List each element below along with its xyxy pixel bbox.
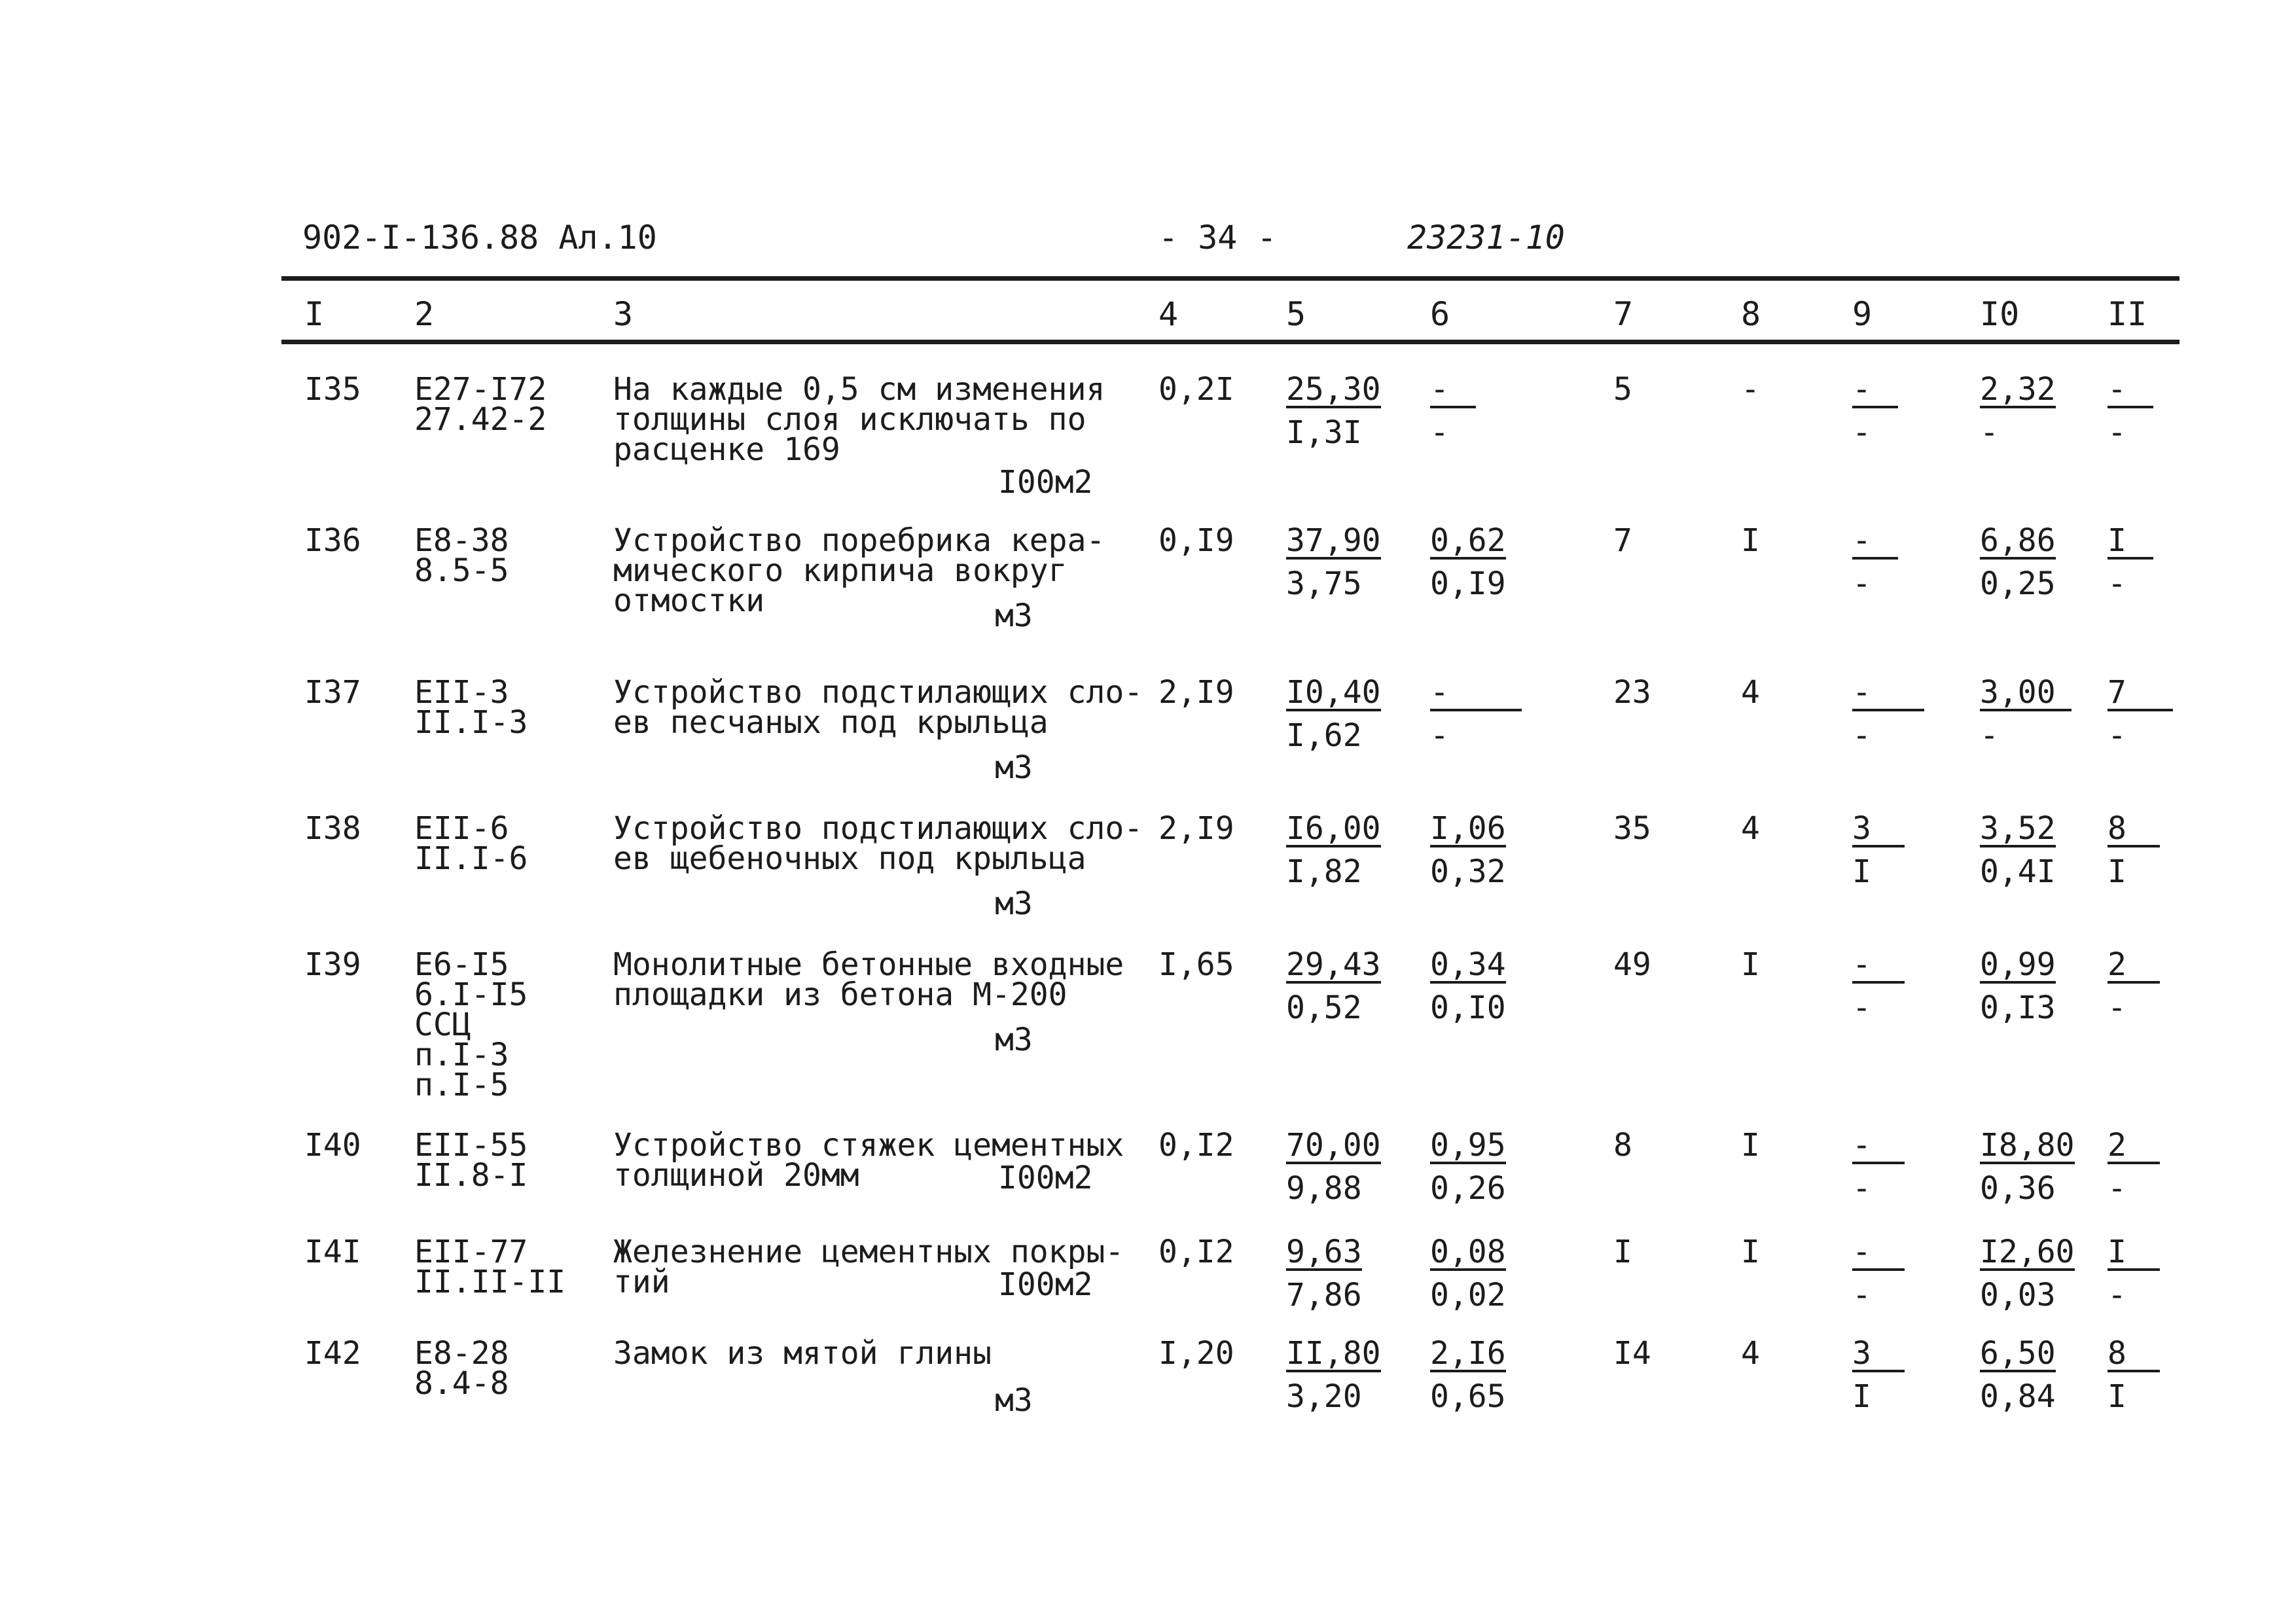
norm-code: ЕII-3 II.I-3 bbox=[414, 674, 528, 741]
fraction-numerator: 3 bbox=[1852, 1338, 1905, 1372]
column-number: 5 bbox=[1286, 295, 1306, 333]
fraction-denominator: 0,26 bbox=[1430, 1170, 1506, 1207]
fraction-col-6 bbox=[1430, 674, 1522, 754]
fraction-denominator: 3,75 bbox=[1286, 565, 1362, 602]
fraction-denominator: I,3I bbox=[1286, 414, 1362, 451]
fraction-numerator: 25,30 bbox=[1286, 371, 1381, 408]
page-number: - 34 - bbox=[1158, 219, 1277, 257]
fraction-numerator: 37,90 bbox=[1286, 522, 1381, 559]
quantity: 0,2I bbox=[1158, 371, 1234, 408]
fraction-col-6 bbox=[1430, 810, 1506, 890]
fraction-numerator: 2 bbox=[2108, 1130, 2160, 1164]
fraction-numerator: 0,95 bbox=[1430, 1127, 1506, 1164]
norm-code: Е8-28 8.4-8 bbox=[414, 1335, 509, 1402]
quantity: I,20 bbox=[1158, 1335, 1234, 1372]
fraction-numerator: - bbox=[1430, 374, 1476, 408]
fraction-col-9 bbox=[1852, 522, 1898, 602]
fraction-denominator: 0,03 bbox=[1980, 1277, 2056, 1313]
fraction-col-11 bbox=[2108, 674, 2173, 754]
fraction-denominator: I bbox=[2108, 1378, 2126, 1415]
unit-of-measure: м3 bbox=[995, 597, 1033, 634]
fraction-denominator: I,62 bbox=[1286, 717, 1362, 754]
row-number: I4I bbox=[304, 1234, 361, 1270]
col-8-value: I bbox=[1741, 1127, 1760, 1164]
quantity: 0,I2 bbox=[1158, 1234, 1234, 1270]
fraction-denominator: - bbox=[2108, 717, 2126, 754]
column-number: I bbox=[304, 295, 325, 333]
work-description: Устройство подстилающих сло- ев щебеночных под крыльца bbox=[613, 810, 1143, 877]
row-number: I36 bbox=[304, 522, 361, 559]
table-top-rule bbox=[281, 276, 2179, 281]
fraction-denominator: - bbox=[2108, 990, 2126, 1026]
norm-code: ЕII-6 II.I-6 bbox=[414, 810, 528, 877]
fraction-col-6 bbox=[1430, 1234, 1506, 1313]
work-description: Устройство подстилающих сло- ев песчаных под крыльца bbox=[613, 674, 1143, 741]
fraction-col-9 bbox=[1852, 371, 1898, 451]
fraction-col-10 bbox=[1980, 1335, 2056, 1415]
fraction-col-5 bbox=[1286, 1335, 1381, 1415]
fraction-col-9 bbox=[1852, 1127, 1905, 1207]
fraction-numerator: 8 bbox=[2108, 813, 2160, 847]
fraction-numerator: I0,40 bbox=[1286, 674, 1381, 711]
fraction-denominator: - bbox=[1852, 414, 1871, 451]
fraction-denominator: - bbox=[2108, 1170, 2126, 1207]
fraction-col-9 bbox=[1852, 810, 1905, 890]
sheet-code: 23231-10 bbox=[1407, 219, 1565, 257]
document-code: 902-I-136.88 Ал.10 bbox=[302, 219, 657, 257]
col-7-value: 5 bbox=[1613, 371, 1632, 408]
fraction-denominator: 0,I9 bbox=[1430, 565, 1506, 602]
fraction-col-5 bbox=[1286, 674, 1381, 754]
col-7-value: 8 bbox=[1613, 1127, 1632, 1164]
fraction-denominator: - bbox=[2108, 414, 2126, 451]
fraction-denominator: - bbox=[1852, 990, 1871, 1026]
fraction-col-10 bbox=[1980, 946, 2056, 1026]
norm-code: Е8-38 8.5-5 bbox=[414, 522, 509, 589]
unit-of-measure: м3 bbox=[995, 749, 1033, 786]
fraction-col-10 bbox=[1980, 1127, 2075, 1207]
row-number: I40 bbox=[304, 1127, 361, 1164]
col-7-value: I bbox=[1613, 1234, 1632, 1270]
quantity: 0,I2 bbox=[1158, 1127, 1234, 1164]
unit-of-measure: I00м2 bbox=[998, 1266, 1093, 1303]
fraction-numerator: - bbox=[1852, 526, 1898, 560]
row-number: I42 bbox=[304, 1335, 361, 1372]
quantity: I,65 bbox=[1158, 946, 1234, 983]
fraction-col-5 bbox=[1286, 946, 1381, 1026]
col-8-value: 4 bbox=[1741, 674, 1760, 711]
fraction-numerator: - bbox=[1852, 677, 1924, 711]
fraction-denominator: - bbox=[1430, 414, 1449, 451]
fraction-col-5 bbox=[1286, 810, 1381, 890]
col-7-value: 7 bbox=[1613, 522, 1632, 559]
column-number: 6 bbox=[1430, 295, 1450, 333]
fraction-numerator: 6,50 bbox=[1980, 1335, 2056, 1372]
col-7-value: 23 bbox=[1613, 674, 1651, 711]
norm-code: ЕII-77 II.II-II bbox=[414, 1234, 566, 1300]
fraction-col-11 bbox=[2108, 810, 2160, 890]
fraction-denominator: I,82 bbox=[1286, 853, 1362, 890]
row-number: I39 bbox=[304, 946, 361, 983]
fraction-denominator: 0,02 bbox=[1430, 1277, 1506, 1313]
fraction-numerator: 0,62 bbox=[1430, 522, 1506, 559]
fraction-denominator: - bbox=[1852, 717, 1871, 754]
fraction-col-10 bbox=[1980, 674, 2072, 754]
column-number: 7 bbox=[1613, 295, 1634, 333]
fraction-col-9 bbox=[1852, 1335, 1905, 1415]
work-description: Замок из мятой глины bbox=[613, 1335, 992, 1372]
fraction-denominator: - bbox=[2108, 1277, 2126, 1313]
fraction-col-6 bbox=[1430, 946, 1506, 1026]
fraction-col-10 bbox=[1980, 810, 2056, 890]
fraction-col-11 bbox=[2108, 1234, 2160, 1313]
work-description: Монолитные бетонные входные площадки из бетона М-200 bbox=[613, 946, 1124, 1013]
fraction-denominator: 0,I3 bbox=[1980, 990, 2056, 1026]
fraction-numerator: - bbox=[1430, 677, 1522, 711]
fraction-denominator: 3,20 bbox=[1286, 1378, 1362, 1415]
column-number: I0 bbox=[1980, 295, 2020, 333]
fraction-col-6 bbox=[1430, 1127, 1506, 1207]
column-number: 3 bbox=[613, 295, 634, 333]
fraction-numerator: 9,63 bbox=[1286, 1234, 1362, 1270]
unit-of-measure: м3 bbox=[995, 885, 1033, 922]
fraction-denominator: - bbox=[1430, 717, 1449, 754]
fraction-numerator: 0,34 bbox=[1430, 946, 1506, 983]
work-description: Железнение цементных покры- тий bbox=[613, 1234, 1124, 1300]
fraction-col-5 bbox=[1286, 522, 1381, 602]
fraction-numerator: - bbox=[2108, 374, 2153, 408]
fraction-col-6 bbox=[1430, 371, 1476, 451]
fraction-numerator: 2,I6 bbox=[1430, 1335, 1506, 1372]
fraction-numerator: I6,00 bbox=[1286, 810, 1381, 847]
fraction-denominator: - bbox=[1852, 565, 1871, 602]
fraction-numerator: 2,32 bbox=[1980, 371, 2056, 408]
fraction-col-11 bbox=[2108, 1127, 2160, 1207]
row-number: I37 bbox=[304, 674, 361, 711]
column-number: 8 bbox=[1741, 295, 1761, 333]
fraction-col-5 bbox=[1286, 1234, 1362, 1313]
fraction-numerator: - bbox=[1852, 1237, 1905, 1271]
fraction-numerator: 0,08 bbox=[1430, 1234, 1506, 1270]
fraction-col-11 bbox=[2108, 946, 2160, 1026]
fraction-denominator: 9,88 bbox=[1286, 1170, 1362, 1207]
unit-of-measure: I00м2 bbox=[998, 464, 1093, 501]
unit-of-measure: м3 bbox=[995, 1382, 1033, 1419]
fraction-col-5 bbox=[1286, 1127, 1381, 1207]
fraction-numerator: 2 bbox=[2108, 950, 2160, 984]
col-8-value: I bbox=[1741, 522, 1760, 559]
fraction-col-10 bbox=[1980, 371, 2056, 451]
fraction-denominator: I bbox=[1852, 853, 1871, 890]
fraction-col-6 bbox=[1430, 1335, 1506, 1415]
row-number: I38 bbox=[304, 810, 361, 847]
fraction-numerator: 3,52 bbox=[1980, 810, 2056, 847]
fraction-numerator: I,06 bbox=[1430, 810, 1506, 847]
fraction-col-10 bbox=[1980, 1234, 2075, 1313]
fraction-denominator: - bbox=[1980, 717, 1999, 754]
fraction-numerator: 29,43 bbox=[1286, 946, 1381, 983]
fraction-numerator: I bbox=[2108, 526, 2153, 560]
fraction-numerator: 3,00 bbox=[1980, 677, 2072, 711]
fraction-numerator: I bbox=[2108, 1237, 2160, 1271]
col-7-value: 49 bbox=[1613, 946, 1651, 983]
col-8-value: I bbox=[1741, 1234, 1760, 1270]
fraction-numerator: 7 bbox=[2108, 677, 2173, 711]
norm-code: Е6-I5 6.I-I5 ССЦ п.I-3 п.I-5 bbox=[414, 946, 528, 1103]
work-description: Устройство поребрика кера- мического кирпича вокруг отмостки bbox=[613, 522, 1105, 619]
fraction-col-11 bbox=[2108, 371, 2153, 451]
fraction-col-5 bbox=[1286, 371, 1381, 451]
col-7-value: I4 bbox=[1613, 1335, 1651, 1372]
col-7-value: 35 bbox=[1613, 810, 1651, 847]
fraction-denominator: 0,84 bbox=[1980, 1378, 2056, 1415]
fraction-col-10 bbox=[1980, 522, 2056, 602]
column-number: 4 bbox=[1158, 295, 1179, 333]
fraction-denominator: 0,36 bbox=[1980, 1170, 2056, 1207]
fraction-numerator: I2,60 bbox=[1980, 1234, 2075, 1270]
fraction-numerator: - bbox=[1852, 374, 1898, 408]
fraction-denominator: I bbox=[1852, 1378, 1871, 1415]
fraction-denominator: 0,4I bbox=[1980, 853, 2056, 890]
quantity: 0,I9 bbox=[1158, 522, 1234, 559]
fraction-numerator: 3 bbox=[1852, 813, 1905, 847]
column-number: 9 bbox=[1852, 295, 1873, 333]
norm-code: ЕII-55 II.8-I bbox=[414, 1127, 528, 1194]
fraction-denominator: - bbox=[1852, 1277, 1871, 1313]
column-number: 2 bbox=[414, 295, 435, 333]
fraction-col-11 bbox=[2108, 522, 2153, 602]
fraction-denominator: 0,52 bbox=[1286, 990, 1362, 1026]
fraction-denominator: 0,25 bbox=[1980, 565, 2056, 602]
column-number: II bbox=[2108, 295, 2147, 333]
fraction-col-9 bbox=[1852, 1234, 1905, 1313]
col-8-value: 4 bbox=[1741, 1335, 1760, 1372]
fraction-numerator: 8 bbox=[2108, 1338, 2160, 1372]
fraction-numerator: II,80 bbox=[1286, 1335, 1381, 1372]
col-8-value: 4 bbox=[1741, 810, 1760, 847]
fraction-numerator: - bbox=[1852, 950, 1905, 984]
table-header-rule bbox=[281, 340, 2179, 344]
fraction-denominator: - bbox=[1980, 414, 1999, 451]
fraction-denominator: 0,65 bbox=[1430, 1378, 1506, 1415]
fraction-col-11 bbox=[2108, 1335, 2160, 1415]
fraction-denominator: 0,32 bbox=[1430, 853, 1506, 890]
quantity: 2,I9 bbox=[1158, 810, 1234, 847]
work-description: На каждые 0,5 см изменения толщины слоя исключать по расценке 169 bbox=[613, 371, 1105, 468]
norm-code: Е27-I72 27.42-2 bbox=[414, 371, 547, 438]
fraction-numerator: - bbox=[1852, 1130, 1905, 1164]
work-description: Устройство стяжек цементных толщиной 20мм bbox=[613, 1127, 1124, 1194]
fraction-numerator: 6,86 bbox=[1980, 522, 2056, 559]
fraction-numerator: I8,80 bbox=[1980, 1127, 2075, 1164]
fraction-denominator: I bbox=[2108, 853, 2126, 890]
fraction-col-6 bbox=[1430, 522, 1506, 602]
fraction-numerator: 0,99 bbox=[1980, 946, 2056, 983]
fraction-numerator: 70,00 bbox=[1286, 1127, 1381, 1164]
quantity: 2,I9 bbox=[1158, 674, 1234, 711]
row-number: I35 bbox=[304, 371, 361, 408]
fraction-col-9 bbox=[1852, 674, 1924, 754]
col-8-value: - bbox=[1741, 371, 1760, 408]
fraction-denominator: 7,86 bbox=[1286, 1277, 1362, 1313]
fraction-col-9 bbox=[1852, 946, 1905, 1026]
fraction-denominator: - bbox=[1852, 1170, 1871, 1207]
unit-of-measure: I00м2 bbox=[998, 1160, 1093, 1196]
fraction-denominator: - bbox=[2108, 565, 2126, 602]
unit-of-measure: м3 bbox=[995, 1022, 1033, 1058]
fraction-denominator: 0,I0 bbox=[1430, 990, 1506, 1026]
col-8-value: I bbox=[1741, 946, 1760, 983]
